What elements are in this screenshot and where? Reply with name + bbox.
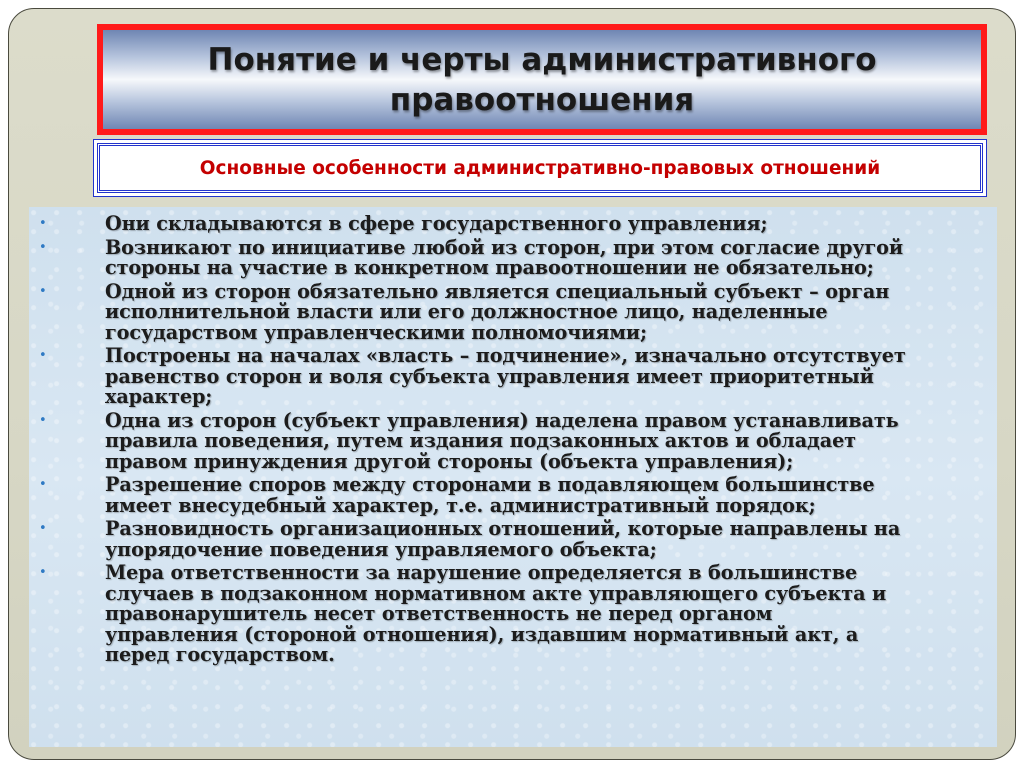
list-item-line: равенство сторон и воля субъекта управления имеет приоритетный [105, 364, 874, 388]
title-line-2: правоотношения [389, 81, 695, 118]
list-item-text [105, 214, 767, 235]
list-item [39, 563, 989, 666]
list-item-line: перед государством. [105, 643, 335, 666]
list-item-line: Одной из сторон обязательно является специальный субъект – орган [105, 279, 890, 303]
list-item-line: правом принуждения другой стороны (объекта управления); [105, 449, 794, 473]
list-item-text [105, 519, 900, 560]
subtitle: Основные особенности административно-правовых отношений [199, 157, 881, 179]
list-item-line: Разрешение споров между сторонами в подавляющем большинстве [105, 473, 875, 496]
subtitle-frame [97, 143, 983, 193]
slide-title [208, 40, 877, 120]
slide [8, 8, 1016, 760]
list-item-line: Возникают по инициативе любой из сторон, при этом согласие другой [105, 235, 903, 259]
list-item [39, 475, 989, 516]
list-item-text [105, 346, 906, 408]
subtitle-box [93, 139, 987, 197]
list-item [39, 346, 989, 408]
list-item-line: Одна из сторон (субъект управления) наделена правом устанавливать [105, 408, 899, 432]
list-item-line: государством управленческими полномочиями; [105, 320, 648, 344]
list-item-text [105, 235, 903, 279]
list-item-line: характер; [105, 385, 213, 408]
list-item-line: правонарушитель несет ответственность не перед органом [105, 602, 773, 625]
title-box [97, 24, 987, 135]
list-item-line: управления (стороной отношения), издавшим нормативный акт, а [105, 622, 859, 646]
bullet-icon: • [39, 348, 47, 363]
bullet-icon: • [39, 477, 47, 492]
list-item-line: Мера ответственности за нарушение определяется в большинстве [105, 561, 858, 584]
list-item [39, 235, 989, 279]
list-item [39, 408, 989, 473]
list-item-line: упорядочение поведения управляемого объекта; [105, 537, 657, 561]
list-item-line: Разновидность организационных отношений, которые направлены на [105, 517, 901, 540]
list-item-text [105, 279, 890, 344]
bullet-icon: • [39, 216, 47, 231]
list-item-text [105, 475, 874, 516]
list-item-line: случаев в подзаконном нормативном акте управляющего субъекта и [105, 581, 887, 605]
bullet-icon: • [39, 565, 47, 580]
bullet-icon: • [39, 412, 47, 428]
list-item-text [105, 408, 899, 473]
list-item-line: стороны на участие в конкретном правоотношении не обязательно; [105, 256, 874, 279]
list-item-line: Построены на началах «власть – подчинение», изначально отсутствует [105, 344, 906, 367]
list-item [39, 519, 989, 560]
list-item-line: имеет внесудебный характер, т.е. административный порядок; [105, 493, 816, 517]
content-panel [29, 207, 997, 747]
feature-list [39, 214, 989, 666]
list-item-text [105, 563, 886, 666]
bullet-icon: • [39, 239, 47, 255]
list-item-line: Они складываются в сфере государственного управления; [105, 212, 768, 235]
list-item-line: правила поведения, путем издания подзаконных актов и обладает [105, 429, 856, 452]
bullet-icon: • [39, 521, 47, 536]
list-item-line: исполнительной власти или его должностное лицо, наделенные [105, 300, 828, 323]
list-item [39, 214, 989, 235]
title-line-1: Понятие и черты административного [207, 41, 877, 78]
list-item [39, 279, 989, 344]
bullet-icon: • [39, 283, 47, 299]
